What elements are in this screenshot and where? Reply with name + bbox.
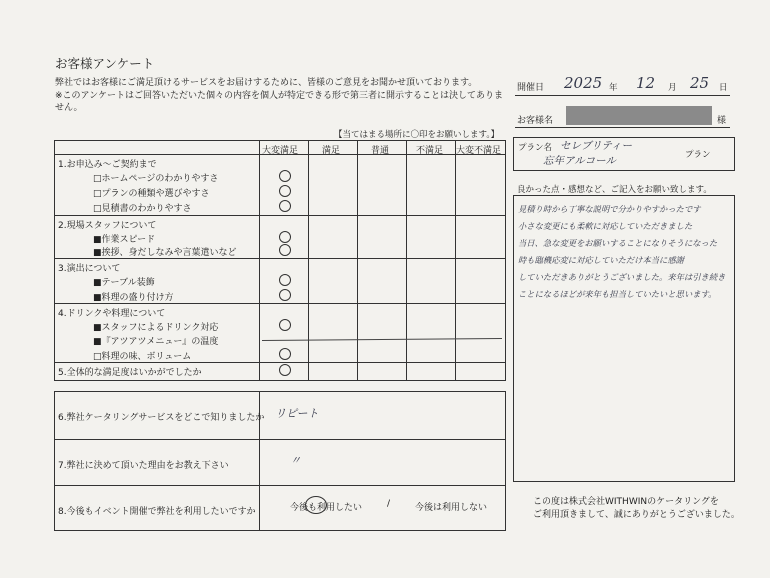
customer-name-suffix: 様 xyxy=(717,116,727,126)
date-label: 開催日 xyxy=(517,83,545,93)
circle-mark xyxy=(279,289,291,301)
customer-name-label: お客様名 xyxy=(517,116,554,126)
comment-line: 当日、急な変更をお願いすることになりそうになった xyxy=(518,238,718,248)
instruction-text: 【当てはまる場所に〇印をお願いします。】 xyxy=(334,130,500,140)
date-day-unit: 日 xyxy=(719,83,728,93)
date-month-unit: 月 xyxy=(668,83,677,93)
date-year-unit: 年 xyxy=(609,83,618,93)
circle-mark xyxy=(279,274,291,286)
comment-line: 見積り時から丁寧な説明で分かりやすかったです xyxy=(518,204,701,214)
redacted-name-box xyxy=(566,106,712,125)
plan-name-line1: セレブリティー xyxy=(560,140,633,152)
plan-suffix: プラン xyxy=(685,150,711,160)
privacy-note-cont: せん。 xyxy=(55,103,83,113)
section-label: 4.ドリンクや料理について xyxy=(58,309,166,319)
date-month: 12 xyxy=(636,74,656,92)
circle-mark xyxy=(279,185,291,197)
comment-line: 小さな変更にも柔軟に対応していただきました xyxy=(518,221,693,231)
date-year: 2025 xyxy=(564,74,603,92)
section-label: 1.お申込み～ご契約まで xyxy=(58,160,157,170)
item-label: □プランの種類や選びやすさ xyxy=(93,189,210,199)
item-label: ■スタッフによるドリンク対応 xyxy=(93,323,219,333)
q8-option-yes: 今後も利用したい xyxy=(290,503,363,513)
col-dissatisfied: 不満足 xyxy=(416,146,444,156)
col-very-satisfied: 大変満足 xyxy=(262,146,299,156)
survey-title: お客様アンケート xyxy=(55,56,155,71)
item-label: ■作業スピード xyxy=(93,235,156,245)
q8-label: 8.今後もイベント開催で弊社を利用したいですか xyxy=(58,507,256,517)
item-label: ■挨拶、身だしなみや言葉遣いなど xyxy=(93,248,237,258)
comment-line: ことになるほどが来年も担当していたいと思います。 xyxy=(518,289,717,299)
thank-you-line1: この度は株式会社WITHWINのケータリングを xyxy=(533,497,719,507)
plan-label: プラン名 xyxy=(518,143,553,153)
section-label: 2.現場スタッフについて xyxy=(58,221,157,231)
item-label: ■テーブル装飾 xyxy=(93,278,155,288)
plan-name-line2: 忘年アルコール xyxy=(543,155,616,167)
q8-option-no: 今後は利用しない xyxy=(415,503,488,513)
q8-separator: / xyxy=(387,499,391,509)
circle-mark xyxy=(279,170,291,182)
col-very-dissatisfied: 大変不満足 xyxy=(456,146,502,156)
item-label: ■『アツアツメニュー』の温度 xyxy=(93,337,219,347)
q8-circle-mark xyxy=(305,496,327,514)
item-label: ■料理の盛り付け方 xyxy=(93,293,174,303)
circle-mark xyxy=(279,319,291,331)
circle-mark xyxy=(279,200,291,212)
section-label: 3.演出について xyxy=(58,264,121,274)
circle-mark xyxy=(279,348,291,360)
intro-text: 弊社ではお客様にご満足頂けるサービスをお届けするために、皆様のご意見をお聞かせ頂いております。 xyxy=(55,78,478,88)
thank-you-line2: ご利用頂きまして、誠にありがとうございました。 xyxy=(533,510,740,520)
col-neutral: 普通 xyxy=(371,146,390,156)
q6-label: 6.弊社ケータリングサービスをどこで知りましたか xyxy=(58,413,265,423)
circle-mark xyxy=(279,231,291,243)
col-satisfied: 満足 xyxy=(322,146,341,156)
comment-line: 時も臨機応変に対応していただけ本当に感謝 xyxy=(518,255,684,265)
q7-answer: 〃 xyxy=(290,454,301,467)
circle-mark xyxy=(279,364,291,376)
privacy-note: ※このアンケートはご回答いただいた個々の内容を個人が特定できる形で第三者に開示することは決してありま xyxy=(55,91,504,101)
section-label: 5.全体的な満足度はいかがでしたか xyxy=(58,368,202,378)
item-label: □ホームページのわかりやすさ xyxy=(93,174,219,184)
item-label: □料理の味、ボリューム xyxy=(93,352,192,362)
q7-label: 7.弊社に決めて頂いた理由をお教え下さい xyxy=(58,461,229,471)
comments-label: 良かった点・感想など、ご記入をお願い致します。 xyxy=(517,185,712,195)
comment-line: していただきありがとうございました。来年は引き続き xyxy=(518,272,726,282)
date-day: 25 xyxy=(690,74,710,92)
circle-mark xyxy=(279,244,291,256)
item-label: □見積書のわかりやすさ xyxy=(93,204,192,214)
q6-answer: リピート xyxy=(275,407,319,420)
